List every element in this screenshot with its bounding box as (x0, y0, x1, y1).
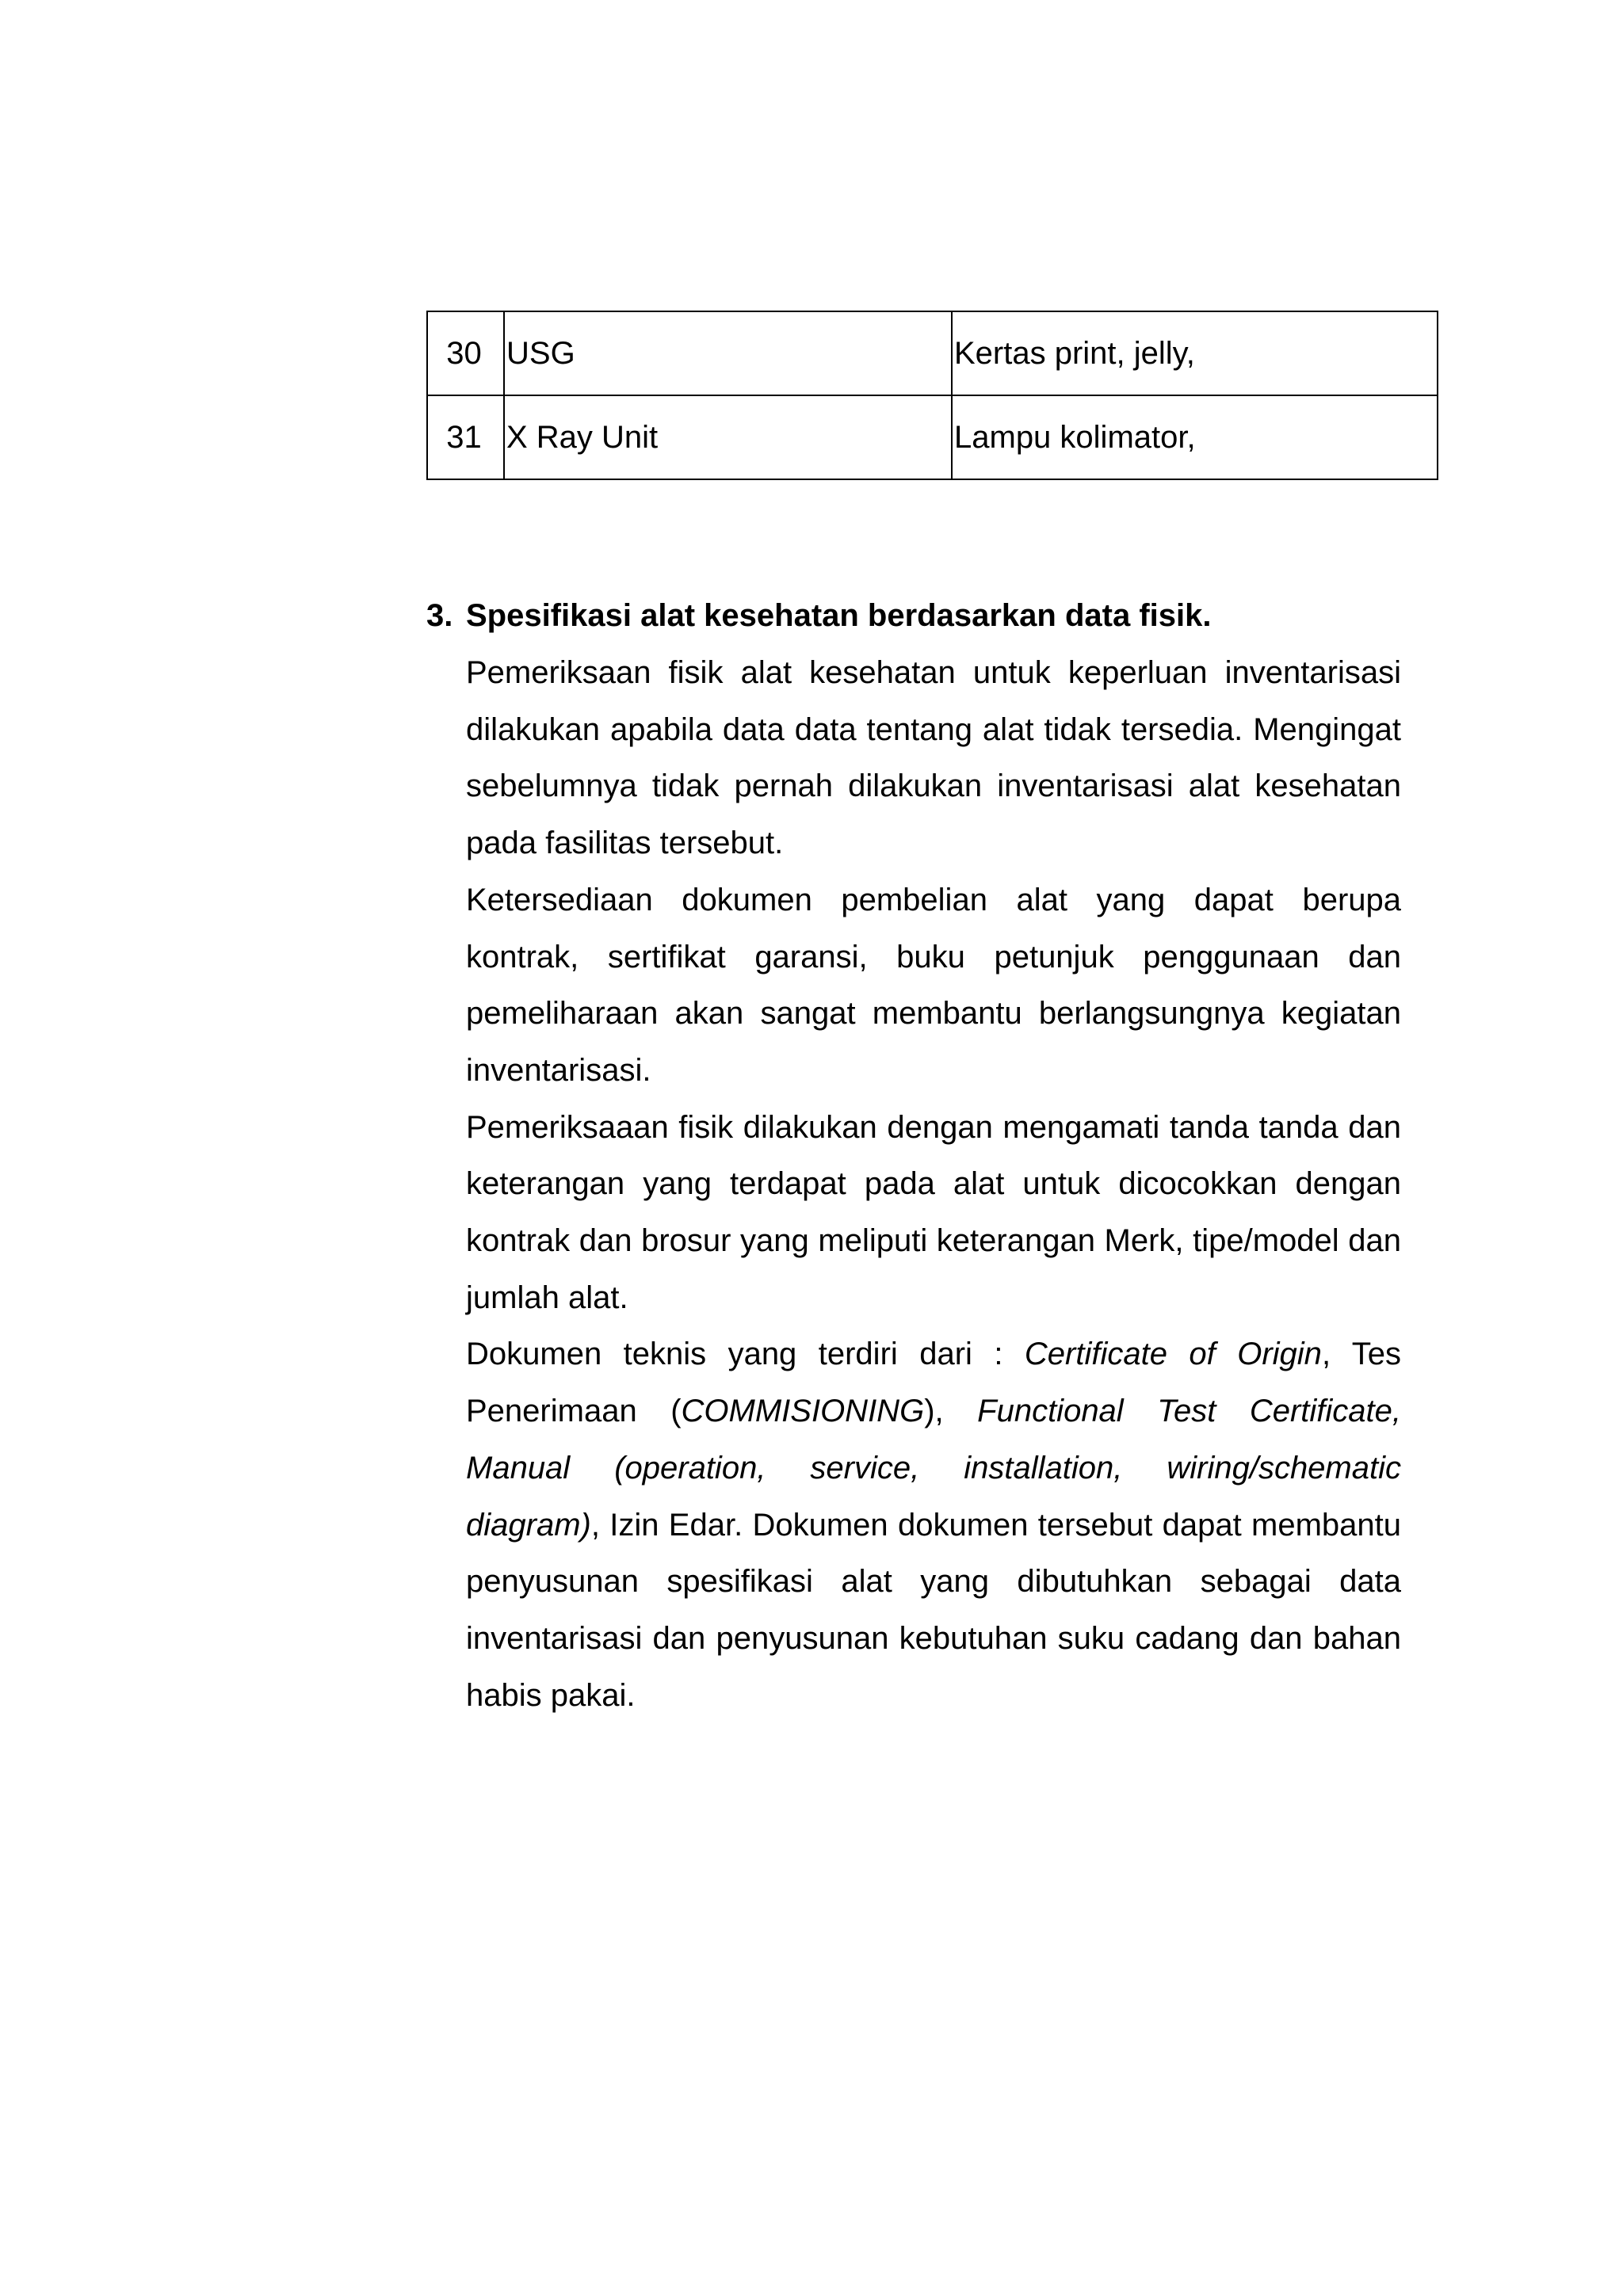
table-row (427, 395, 1438, 479)
consumables: Lampu kolimator, (952, 395, 1438, 479)
italic-run: Functional Test Certificate, Manual (operation, service, installation, wiring/schematic diagram) (466, 1394, 1401, 1543)
text-run: , Izin Edar. Dokumen dokumen tersebut dapat membantu penyusunan spesifikasi alat yang dibutuhkan sebagai data inventarisasi dan penyusunan kebutuhan suku cadang dan bahan habis pakai. (466, 1507, 1401, 1713)
paragraph: Ketersediaan dokumen pembelian alat yang dapat berupa kontrak, sertifikat garansi, buku petunjuk penggunaan dan pemeliharaan akan sangat membantu berlangsungnya kegiatan inventarisasi. (466, 882, 1401, 1088)
paragraph: Pemeriksaan fisik alat kesehatan untuk keperluan inventarisasi dilakukan apabila data data tentang alat tidak tersedia. Mengingat sebelumnya tidak pernah dilakukan inventarisasi alat kesehatan pada fasilitas tersebut. (466, 655, 1401, 861)
section-3 (426, 586, 1401, 1724)
row-number: 31 (427, 395, 504, 479)
section-number: 3. (426, 598, 453, 633)
text-run: Dokumen teknis yang terdiri dari : (466, 1337, 1025, 1372)
italic-run: COMMISIONING (681, 1394, 925, 1429)
equipment-name: X Ray Unit (504, 395, 952, 479)
row-number: 30 (427, 311, 504, 395)
equipment-table (426, 311, 1438, 480)
italic-run: Certificate of Origin (1024, 1337, 1322, 1372)
section-heading (426, 586, 1401, 645)
text-run: , Tes Penerimaan ( (466, 1337, 1402, 1429)
section-title: Spesifikasi alat kesehatan berdasarkan data fisik. (466, 598, 1212, 633)
section-body (466, 645, 1401, 1724)
text-run: ), (924, 1394, 978, 1429)
paragraph (466, 1326, 1401, 1724)
paragraph: Pemeriksaaan fisik dilakukan dengan mengamati tanda tanda dan keterangan yang terdapat pada alat untuk dicocokkan dengan kontrak dan brosur yang meliputi keterangan Merk, tipe/model dan jumlah alat. (466, 1109, 1401, 1315)
consumables: Kertas print, jelly, (952, 311, 1438, 395)
equipment-name: USG (504, 311, 952, 395)
table-row (427, 311, 1438, 395)
